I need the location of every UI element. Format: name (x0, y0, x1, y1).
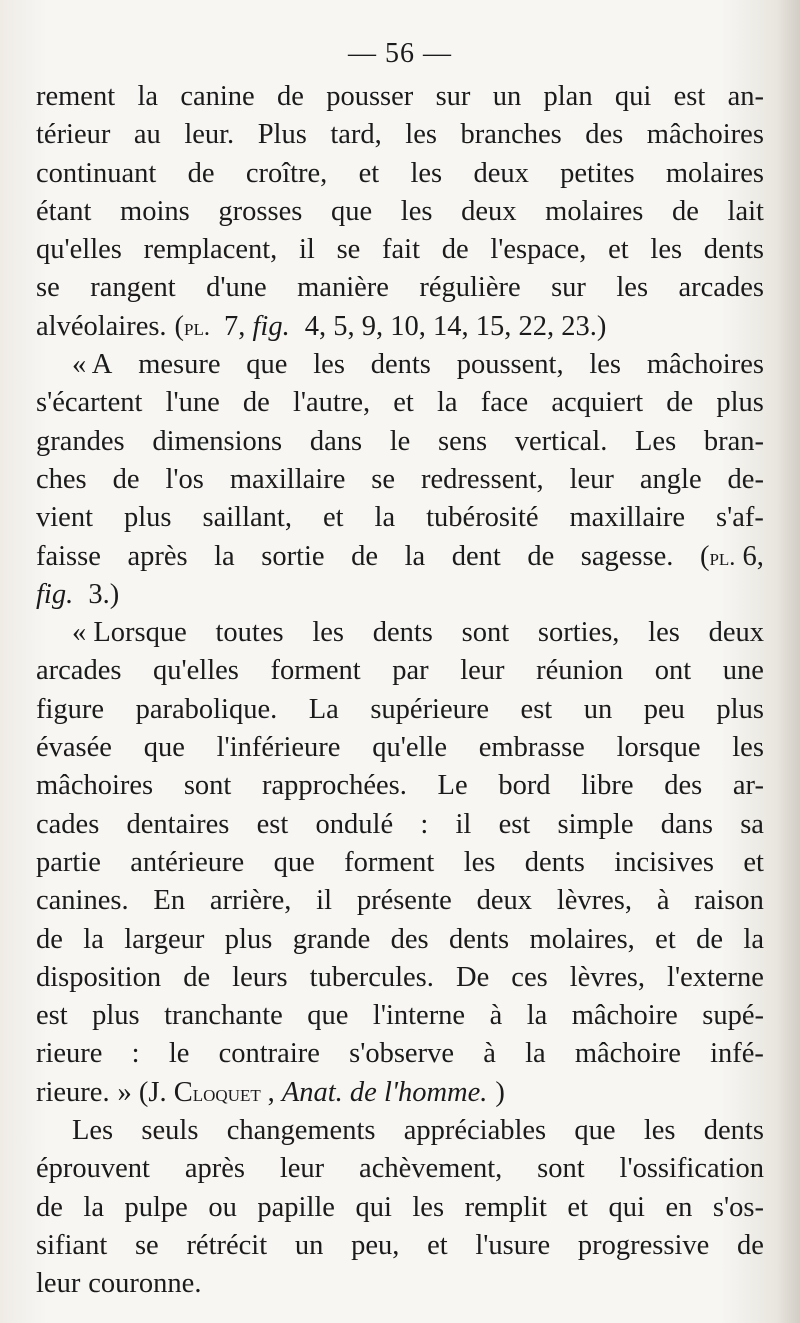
word: ou (208, 1191, 237, 1223)
word: manière (297, 272, 389, 304)
word: papille (257, 1191, 335, 1223)
word: d'une (206, 272, 267, 304)
word: canines. (36, 885, 129, 917)
word: au (133, 119, 161, 151)
word: « A (72, 349, 113, 381)
word: (pl. 7, fig. 4, 5, 9, 10, 14, 15, 22, 23.) (174, 310, 607, 342)
word: contraire (218, 1038, 320, 1070)
word: térieur (36, 119, 111, 151)
word: et (608, 234, 629, 266)
word: maxillaire (569, 502, 686, 534)
word: il (299, 234, 315, 266)
word: vertical. (514, 425, 608, 457)
word: et (743, 846, 764, 878)
word: est (673, 81, 706, 112)
text-line (36, 576, 764, 614)
word: sifiant (36, 1229, 108, 1261)
text-line (36, 346, 764, 384)
word: an- (727, 81, 764, 112)
word: ondulé (315, 808, 394, 840)
word: appréciables (403, 1115, 547, 1147)
word: les (643, 1115, 676, 1147)
text-line (36, 155, 764, 193)
word: embrasse (478, 732, 585, 764)
text-line (36, 691, 764, 729)
text-line (36, 729, 764, 767)
word: de (183, 961, 211, 993)
word: et (393, 387, 414, 419)
word: la (214, 540, 235, 572)
word: se (336, 234, 361, 266)
word: que (246, 349, 288, 381)
word: que (307, 1000, 349, 1032)
word: deux (461, 195, 517, 227)
word: arrière, (209, 885, 292, 917)
word: les (400, 195, 433, 227)
word: lorsque (616, 732, 701, 764)
word: s'os- (712, 1191, 764, 1223)
word: se (371, 463, 396, 495)
text-line (36, 193, 764, 231)
word: mâchoire (574, 1038, 681, 1070)
word: plan (543, 81, 593, 112)
word: que (330, 195, 373, 227)
word: peu (643, 693, 685, 725)
word: tubérosité (426, 502, 539, 534)
text-line (36, 384, 764, 422)
word: le (168, 1038, 190, 1070)
word: infé- (710, 1038, 764, 1070)
word: à (656, 885, 670, 917)
word: qu'elle (372, 732, 447, 764)
word: que (143, 732, 185, 764)
word: sur (551, 272, 586, 304)
word: mâchoire (571, 1000, 678, 1032)
word: incisives (614, 846, 715, 878)
word: les (650, 234, 683, 266)
word: la (137, 81, 159, 112)
word: lèvres, (569, 961, 645, 993)
word: se (134, 1229, 159, 1261)
word: cades (36, 808, 100, 840)
word: La (308, 693, 339, 725)
text-line (36, 423, 764, 461)
word: face (480, 387, 529, 419)
word: la (437, 387, 458, 419)
word: après (127, 540, 188, 572)
word: dans (660, 808, 713, 840)
word: bran- (703, 425, 764, 457)
text-line (36, 1112, 764, 1150)
word: la (83, 923, 104, 955)
word: dents (703, 234, 764, 266)
word: que (273, 846, 315, 878)
word: sagesse. (580, 540, 674, 572)
word: plus (716, 387, 764, 419)
word: simple (557, 808, 634, 840)
word: deux (476, 885, 532, 917)
word: de (351, 540, 379, 572)
word: il (316, 885, 333, 917)
word: la (526, 1000, 548, 1032)
word: libre (581, 770, 634, 802)
word: maxillaire (229, 463, 346, 495)
word: lait (727, 195, 764, 227)
word: les (589, 349, 622, 381)
word: leur (36, 1268, 81, 1300)
word: la (83, 1191, 104, 1223)
word: de- (727, 463, 764, 495)
word: Le (437, 770, 468, 802)
word: forment (344, 846, 435, 878)
word: sorties, (537, 617, 620, 649)
word: sont (461, 617, 510, 649)
body-text (36, 78, 764, 1304)
word: les (648, 617, 680, 649)
word: forment (270, 655, 361, 687)
word: plus (716, 693, 764, 725)
word: plus (92, 1000, 140, 1032)
word: les (410, 157, 443, 189)
word: pousser (326, 81, 414, 112)
word: étant (36, 195, 92, 227)
word: antérieure (130, 846, 245, 878)
word: est (498, 808, 531, 840)
word: disposition (36, 961, 162, 993)
word: et (427, 1229, 448, 1261)
word: qui (608, 1191, 645, 1223)
word: leurs (232, 961, 288, 993)
word: régulière (419, 272, 521, 304)
word: les (463, 846, 496, 878)
word: est (520, 693, 553, 725)
text-line (36, 614, 764, 652)
word: (pl. 6, (699, 540, 764, 572)
text-line (36, 844, 764, 882)
word: évasée (36, 732, 112, 764)
word: lèvres, (556, 885, 632, 917)
word: leur (279, 1153, 325, 1185)
word: « Lorsque (72, 617, 187, 649)
word: arcades (36, 655, 122, 687)
word: la (743, 923, 764, 955)
word: les (405, 119, 437, 151)
word: se (36, 272, 60, 304)
word: que (574, 1115, 616, 1147)
word: sont (183, 770, 232, 802)
word: de (671, 195, 699, 227)
word: les (312, 617, 344, 649)
text-line (36, 1227, 764, 1265)
word: croître, (245, 157, 328, 189)
word: de (36, 1191, 63, 1223)
word: des (664, 770, 703, 802)
word: seuls (141, 1115, 199, 1147)
word: petites (560, 157, 635, 189)
text-line (36, 997, 764, 1035)
word: en (665, 1191, 693, 1223)
word: s'observe (349, 1038, 454, 1070)
word: tranchante (164, 1000, 283, 1032)
word: à (483, 1038, 496, 1070)
word: après (184, 1153, 245, 1185)
word: est (256, 808, 289, 840)
word: de (736, 1229, 764, 1261)
word: des (390, 923, 429, 955)
word: redressent, (421, 463, 544, 495)
word: dents (524, 846, 585, 878)
text-line (36, 499, 764, 537)
word: et (322, 502, 344, 534)
text-line (36, 882, 764, 920)
word: le (389, 425, 411, 457)
text-line (36, 1265, 764, 1303)
word: de (36, 923, 63, 955)
word: leur (569, 463, 614, 495)
word: un (583, 693, 613, 725)
word: alvéolaires. (36, 310, 167, 342)
word: dentaires (126, 808, 230, 840)
word: de (666, 387, 694, 419)
word: présente (356, 885, 452, 917)
word: saillant, (202, 502, 292, 534)
word: dans (309, 425, 363, 457)
word: Plus (257, 119, 307, 151)
word: de (276, 81, 304, 112)
word: il (455, 808, 472, 840)
word: dents (372, 617, 433, 649)
word: acquiert (551, 387, 644, 419)
text-line (36, 538, 764, 576)
page-number: — 56 — (348, 38, 452, 69)
text-line (36, 461, 764, 499)
word: De (455, 961, 490, 993)
word: remplit (464, 1191, 547, 1223)
text-line (36, 1150, 764, 1188)
word: progressive (577, 1229, 710, 1261)
word: : (420, 808, 429, 840)
word: sa (740, 808, 764, 840)
word: tubercules. (309, 961, 434, 993)
word: bord (498, 770, 551, 802)
word: et (655, 923, 676, 955)
word: leur. (184, 119, 235, 151)
text-line (36, 231, 764, 269)
word: grandes (36, 425, 125, 457)
word: pulpe (124, 1191, 188, 1223)
word: est (36, 1000, 68, 1032)
text-line (36, 921, 764, 959)
word: mesure (138, 349, 221, 381)
word: : (131, 1038, 140, 1070)
word: Les (635, 425, 677, 457)
word: les (616, 272, 649, 304)
word: raison (694, 885, 764, 917)
word: dent (451, 540, 501, 572)
word: remplacent, (143, 234, 278, 266)
word: l'ossification (619, 1153, 764, 1185)
word: canine (180, 81, 255, 112)
word: l'inférieure (216, 732, 341, 764)
word: rangent (90, 272, 176, 304)
word: changements (226, 1115, 376, 1147)
word: de (242, 387, 270, 419)
word: de (112, 463, 140, 495)
text-line (36, 308, 764, 346)
word: rement (36, 81, 116, 112)
word: les (732, 732, 764, 764)
word: poussent, (456, 349, 564, 381)
word: rapprochées. (262, 770, 407, 802)
word: angle (639, 463, 702, 495)
word: continuant (36, 157, 157, 189)
word: les (313, 349, 345, 381)
word: molaires (545, 195, 644, 227)
word: mâchoires (646, 119, 764, 151)
word: rieure. (36, 1076, 110, 1108)
word: l'usure (475, 1229, 551, 1261)
word: qu'elles (36, 234, 122, 266)
text-line (36, 652, 764, 690)
word: la (525, 1038, 546, 1070)
word: réunion (536, 655, 624, 687)
text-line (36, 806, 764, 844)
word: dimensions (152, 425, 283, 457)
word: de (527, 540, 555, 572)
word: supé- (702, 1000, 764, 1032)
word: la (374, 502, 396, 534)
word: moins (120, 195, 190, 227)
word: arcades (678, 272, 764, 304)
word: dents (370, 349, 431, 381)
word: mâchoires (646, 349, 764, 381)
word: de (696, 923, 724, 955)
word: mâchoires (36, 770, 154, 802)
word: En (153, 885, 186, 917)
text-line (36, 1189, 764, 1227)
word: ces (511, 961, 548, 993)
word: tard, (330, 119, 382, 151)
word: sortie (261, 540, 325, 572)
word: par (392, 655, 429, 687)
text-line (36, 767, 764, 805)
word: un (294, 1229, 324, 1261)
word: s'af- (716, 502, 764, 534)
word: qui (355, 1191, 392, 1223)
word: l'externe (667, 961, 764, 993)
word: de (441, 234, 469, 266)
word: supérieure (370, 693, 490, 725)
word: vient (36, 502, 93, 534)
word: sont (537, 1153, 585, 1185)
word: Les (72, 1115, 114, 1147)
word: grosses (218, 195, 303, 227)
word: ont (654, 655, 692, 687)
word: l'os (165, 463, 204, 495)
word: l'autre, (292, 387, 371, 419)
word: l'une (165, 387, 220, 419)
word: sens (438, 425, 488, 457)
word: ar- (732, 770, 764, 802)
word: molaires (665, 157, 764, 189)
word: de (187, 157, 215, 189)
word: dents (448, 923, 510, 955)
word: molaires, (529, 923, 635, 955)
word: plus (124, 502, 172, 534)
word: des (585, 119, 624, 151)
text-line (36, 78, 764, 116)
word: ches (36, 463, 87, 495)
word: à (489, 1000, 503, 1032)
word: l'espace, (490, 234, 587, 266)
word: une (722, 655, 764, 687)
word: couronne. (88, 1268, 202, 1300)
word: dents (703, 1115, 764, 1147)
word: branches (460, 119, 562, 151)
word: achèvement, (359, 1153, 503, 1185)
word: les (412, 1191, 445, 1223)
word: toutes (215, 617, 284, 649)
word: plus (224, 923, 273, 955)
word: rétrécit (186, 1229, 268, 1261)
word: un (492, 81, 522, 112)
word: rieure (36, 1038, 103, 1070)
word: » (J. Cloquet , Anat. de l'homme. ) (117, 1076, 505, 1108)
text-line (36, 1035, 764, 1073)
word: parabolique. (135, 693, 278, 725)
word: fig. 3.) (36, 578, 120, 610)
word: la (404, 540, 426, 572)
word: faisse (36, 540, 101, 572)
word: l'interne (372, 1000, 466, 1032)
text-line (36, 1074, 764, 1112)
word: fait (382, 234, 420, 266)
text-line (36, 959, 764, 997)
word: qui (614, 81, 652, 112)
word: deux (473, 157, 529, 189)
word: figure (36, 693, 105, 725)
word: leur (460, 655, 505, 687)
text-line (36, 269, 764, 307)
word: et (567, 1191, 588, 1223)
word: largeur (124, 923, 205, 955)
word: deux (708, 617, 764, 649)
word: grande (292, 923, 371, 955)
word: éprouvent (36, 1153, 150, 1185)
text-line (36, 116, 764, 154)
word: qu'elles (153, 655, 239, 687)
word: peu, (351, 1229, 400, 1261)
word: partie (36, 846, 101, 878)
word: s'écartent (36, 387, 143, 419)
word: sur (435, 81, 471, 112)
word: et (358, 157, 380, 189)
